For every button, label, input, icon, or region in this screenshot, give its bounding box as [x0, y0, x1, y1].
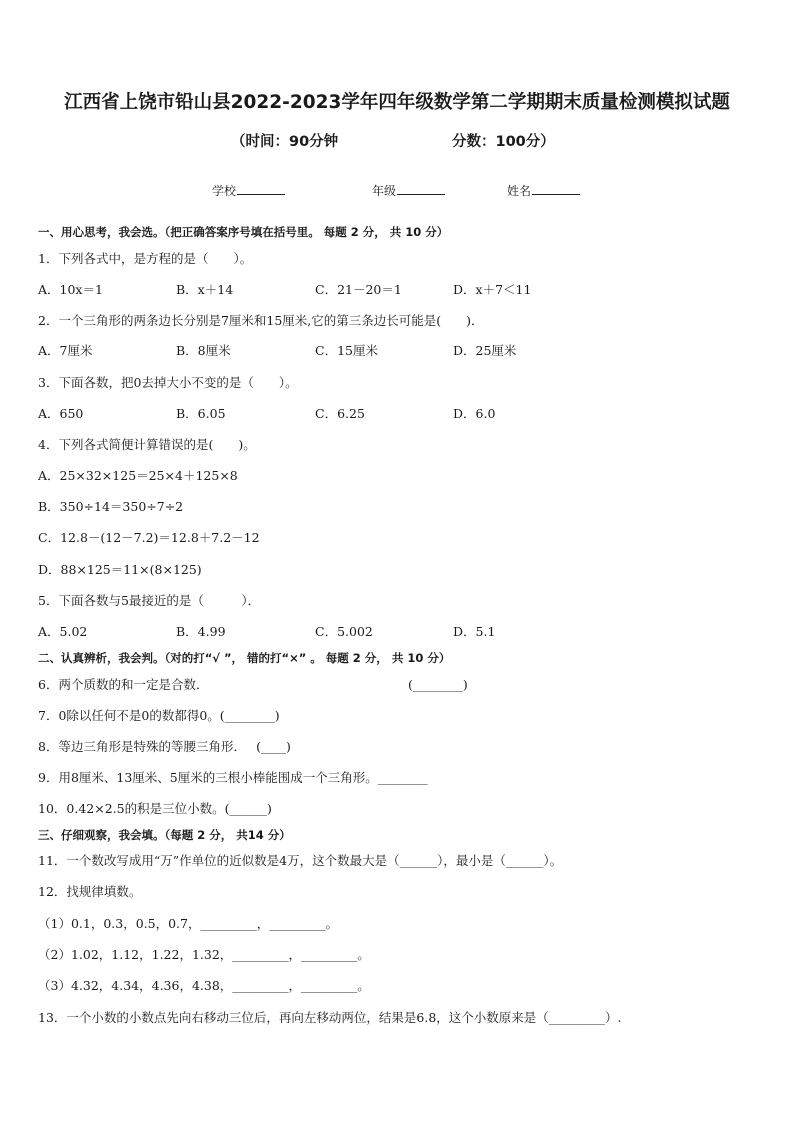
grade-blank[interactable]: [397, 182, 445, 195]
question-11: 11．一个数改写成用“万”作单位的近似数是4万，这个数最大是（______），最小是（______）。: [38, 853, 563, 868]
q6-answer-blank[interactable]: (________): [408, 677, 468, 692]
question-12-3: （3）4.32，4.34，4.36，4.38，_________，_________。: [38, 978, 370, 993]
section-2-heading: 二、认真辨析，我会判。（对的打“√ ”， 错的打“×” 。 每题 2 分， 共 10 分）: [38, 651, 451, 665]
question-6: 6．两个质数的和一定是合数．: [38, 677, 209, 692]
q4-option-a: A．25×32×125＝25×4＋125×8: [38, 468, 238, 483]
question-1: 1．下列各式中，是方程的是（ ）。: [38, 251, 253, 266]
q3-option-b: B．6.05: [176, 406, 226, 421]
question-12-1: （1）0.1，0.3，0.5，0.7，_________，_________。: [38, 916, 338, 931]
q5-option-d: D．5.1: [453, 624, 496, 639]
q5-option-b: B．4.99: [176, 624, 226, 639]
q2-option-a: A．7厘米: [38, 343, 93, 358]
grade-field: [372, 182, 445, 199]
q5-option-c: C．5.002: [315, 624, 373, 639]
exam-score: 分数：100分）: [452, 134, 555, 150]
q3-option-d: D．6.0: [453, 406, 496, 421]
question-12-2: （2）1.02，1.12，1.22，1.32，_________，_________。: [38, 947, 370, 962]
question-8: 8．等边三角形是特殊的等腰三角形． (____): [38, 739, 291, 754]
q2-option-c: C．15厘米: [315, 343, 378, 358]
q1-option-b: B．x＋14: [176, 282, 234, 297]
question-12: 12．找规律填数。: [38, 884, 142, 899]
school-field: [212, 182, 285, 199]
school-label: 学校: [212, 184, 237, 198]
question-4: 4．下列各式简便计算错误的是( )。: [38, 437, 256, 452]
exam-time: （时间：90分钟: [231, 134, 339, 150]
school-blank[interactable]: [237, 182, 285, 195]
q1-option-a: A．10x＝1: [38, 282, 103, 297]
exam-title: 江西省上饶市铅山县2022-2023学年四年级数学第二学期期末质量检测模拟试题: [64, 92, 730, 113]
q5-option-a: A．5.02: [38, 624, 88, 639]
q3-option-a: A．650: [38, 406, 84, 421]
q1-option-d: D．x＋7＜11: [453, 282, 532, 297]
name-label: 姓名: [507, 184, 532, 198]
section-3-heading: 三、仔细观察，我会填。（每题 2 分， 共14 分）: [38, 828, 291, 842]
q4-option-c: C．12.8－(12－7.2)＝12.8＋7.2－12: [38, 530, 260, 545]
question-5: 5．下面各数与5最接近的是（ ）．: [38, 593, 261, 608]
question-7: 7．0除以任何不是0的数都得0。(________): [38, 708, 280, 723]
question-9: 9．用8厘米、13厘米、5厘米的三根小棒能围成一个三角形。________: [38, 770, 428, 785]
q1-option-c: C．21－20＝1: [315, 282, 402, 297]
q4-option-d: D．88×125＝11×(8×125): [38, 562, 202, 577]
student-info: [0, 182, 794, 200]
grade-label: 年级: [372, 184, 397, 198]
question-10: 10．0.42×2.5的积是三位小数。(______): [38, 801, 272, 816]
q2-option-d: D．25厘米: [453, 343, 517, 358]
q2-option-b: B．8厘米: [176, 343, 231, 358]
name-blank[interactable]: [532, 182, 580, 195]
q3-option-c: C．6.25: [315, 406, 365, 421]
exam-meta: [0, 130, 794, 150]
q4-option-b: B．350÷14＝350÷7÷2: [38, 499, 184, 514]
name-field: [507, 182, 580, 199]
question-3: 3．下面各数，把0去掉大小不变的是（ ）。: [38, 375, 298, 390]
section-1-heading: 一、用心思考，我会选。（把正确答案序号填在括号里。 每题 2 分， 共 10 分）: [38, 225, 449, 239]
question-2: 2．一个三角形的两条边长分别是7厘米和15厘米,它的第三条边长可能是( )．: [38, 313, 484, 328]
question-13: 13．一个小数的小数点先向右移动三位后，再向左移动两位，结果是6.8，这个小数原来是（_________）.: [38, 1010, 622, 1025]
